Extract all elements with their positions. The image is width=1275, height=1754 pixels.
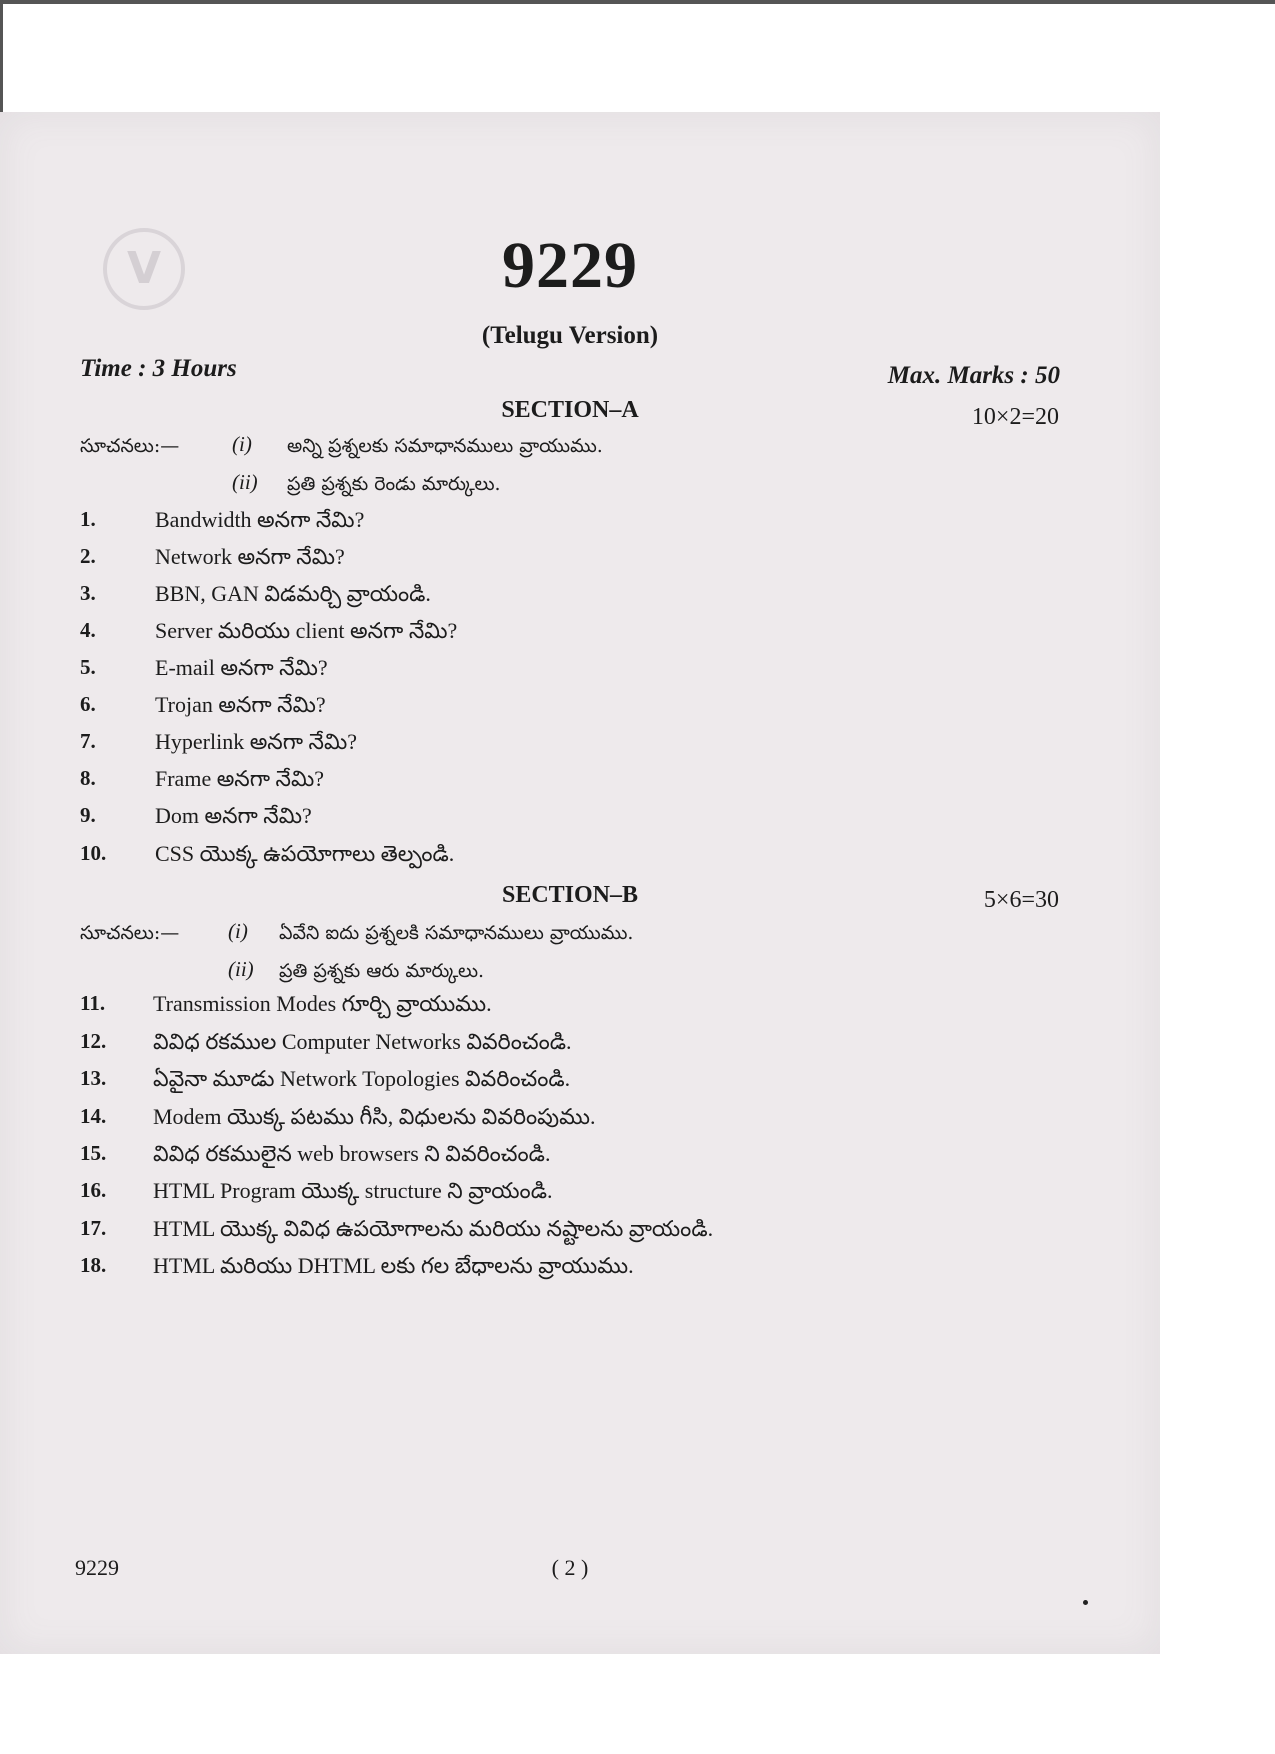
question-number: 18. xyxy=(80,1253,107,1277)
section-a-note-text: ప్రతి ప్రశ్నకు రెండు మార్కులు. xyxy=(287,473,501,495)
question-text: E-mail అనగా నేమి? xyxy=(155,655,328,680)
section-b-title: SECTION–B xyxy=(501,882,639,908)
question-18 xyxy=(80,1253,980,1285)
question-number: 13. xyxy=(80,1066,107,1090)
question-8 xyxy=(80,766,980,798)
question-1 xyxy=(80,507,980,539)
question-12 xyxy=(80,1029,980,1061)
question-4 xyxy=(80,618,980,650)
question-text: Modem యొక్క పటము గీసి, విధులను వివరింపుము. xyxy=(153,1104,596,1129)
section-b-note-label: సూచనలు:— xyxy=(80,922,180,944)
question-number: 16. xyxy=(80,1178,107,1202)
section-a-note-num: (i) xyxy=(232,432,252,456)
question-number: 11. xyxy=(80,991,106,1015)
question-15 xyxy=(80,1141,980,1173)
question-number: 17. xyxy=(80,1216,107,1240)
question-number: 4. xyxy=(80,618,96,642)
question-text: HTML యొక్క వివిధ ఉపయోగాలను మరియు నష్టాలను వ్రాయండి. xyxy=(153,1216,714,1241)
question-number: 1. xyxy=(80,507,96,531)
question-17 xyxy=(80,1216,980,1248)
question-14 xyxy=(80,1104,980,1136)
question-text: వివిధ రకముల Computer Networks వివరించండి. xyxy=(153,1029,572,1054)
question-text: Network అనగా నేమి? xyxy=(155,544,345,569)
question-number: 9. xyxy=(80,803,96,827)
watermark-v-logo-icon: V xyxy=(103,228,185,310)
question-number: 6. xyxy=(80,692,96,716)
question-text: Trojan అనగా నేమి? xyxy=(155,692,326,717)
section-a-note-text: అన్ని ప్రశ్నలకు సమాధానములు వ్రాయుము. xyxy=(287,435,603,457)
section-b-marks: 5×6=30 xyxy=(983,887,1059,913)
section-b-note-num: (i) xyxy=(228,919,248,943)
section-a-marks: 10×2=20 xyxy=(971,404,1059,430)
question-5 xyxy=(80,655,980,687)
section-a-note-label: సూచనలు:— xyxy=(80,435,180,457)
question-text: Server మరియు client అనగా నేమి? xyxy=(155,618,458,643)
question-text: Dom అనగా నేమి? xyxy=(155,803,312,828)
question-text: BBN, GAN విడమర్చి వ్రాయండి. xyxy=(155,581,431,606)
page-number: ( 2 ) xyxy=(551,1555,589,1580)
question-9 xyxy=(80,803,980,835)
scan-edge-left xyxy=(0,0,3,120)
question-number: 5. xyxy=(80,655,96,679)
question-7 xyxy=(80,729,980,761)
question-16 xyxy=(80,1178,980,1210)
section-b-note-text: ప్రతి ప్రశ్నకు ఆరు మార్కులు. xyxy=(279,960,485,982)
question-number: 15. xyxy=(80,1141,107,1165)
max-marks-label: Max. Marks : 50 xyxy=(887,362,1060,389)
scan-edge-top xyxy=(0,0,1275,4)
question-number: 8. xyxy=(80,766,96,790)
question-text: Frame అనగా నేమి? xyxy=(155,766,324,791)
question-text: Bandwidth అనగా నేమి? xyxy=(155,507,365,532)
question-text: CSS యొక్క ఉపయోగాలు తెల్పండి. xyxy=(155,841,455,866)
question-3 xyxy=(80,581,980,613)
question-text: వివిధ రకములైన web browsers ని వివరించండి. xyxy=(153,1141,551,1166)
paper-code: 9229 xyxy=(502,229,638,302)
question-2 xyxy=(80,544,980,576)
scan-speck xyxy=(1083,1600,1088,1605)
question-number: 7. xyxy=(80,729,96,753)
question-text: Hyperlink అనగా నేమి? xyxy=(155,729,357,754)
version-label: (Telugu Version) xyxy=(481,322,659,349)
question-number: 12. xyxy=(80,1029,107,1053)
section-a-title: SECTION–A xyxy=(501,397,639,423)
question-number: 3. xyxy=(80,581,96,605)
question-text: Transmission Modes గూర్చి వ్రాయుము. xyxy=(153,991,492,1016)
question-number: 2. xyxy=(80,544,96,568)
question-11 xyxy=(80,991,980,1023)
question-6 xyxy=(80,692,980,724)
question-text: HTML మరియు DHTML లకు గల బేధాలను వ్రాయుము. xyxy=(153,1253,634,1278)
question-10 xyxy=(80,841,980,873)
section-b-note-text: ఏవేని ఐదు ప్రశ్నలకి సమాధానములు వ్రాయుము. xyxy=(279,922,634,944)
section-b-note-num: (ii) xyxy=(228,957,254,981)
time-label: Time : 3 Hours xyxy=(80,355,237,382)
question-text: HTML Program యొక్క structure ని వ్రాయండి. xyxy=(153,1178,553,1203)
footer-paper-code: 9229 xyxy=(75,1555,119,1580)
section-a-note-num: (ii) xyxy=(232,470,258,494)
question-text: ఏవైనా మూడు Network Topologies వివరించండి. xyxy=(153,1066,571,1091)
question-13 xyxy=(80,1066,980,1098)
question-number: 10. xyxy=(80,841,107,865)
question-number: 14. xyxy=(80,1104,107,1128)
